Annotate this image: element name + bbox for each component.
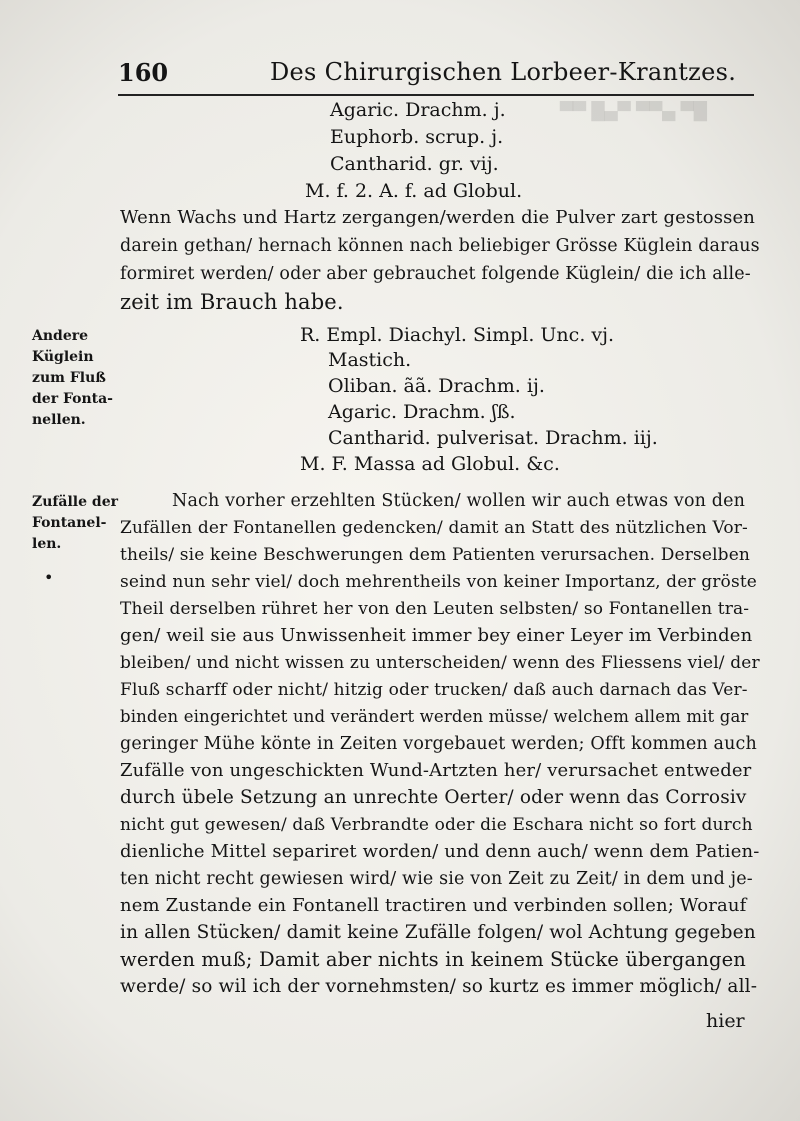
paragraph-2-line-16: nem Zustande ein Fontanell tractiren und verbinden sollen; Worauf xyxy=(120,895,747,916)
paragraph-2-line-9: binden eingerichtet und verändert werden müsse/ welchem allem mit gar xyxy=(120,707,749,726)
paragraph-2-line-7: bleiben/ und nicht wissen zu unterscheiden/ wenn des Fliessens viel/ der xyxy=(120,653,760,673)
margin-note-2-line: Fontanel- xyxy=(32,515,107,531)
recipe-2-line-3: Oliban. ãã. Drachm. ij. xyxy=(328,375,545,397)
paragraph-1-line-4: zeit im Brauch habe. xyxy=(120,290,344,314)
margin-note-2-line: len. xyxy=(32,536,62,552)
paragraph-2-line-19: werde/ so wil ich der vornehmsten/ so kurtz es immer möglich/ all- xyxy=(120,976,758,997)
recipe-2-line-5: Cantharid. pulverisat. Drachm. iij. xyxy=(328,427,658,449)
recipe-2-line-2: Mastich. xyxy=(328,349,412,371)
paragraph-2-line-6: gen/ weil sie aus Unwissenheit immer bey einer Leyer im Verbinden xyxy=(120,625,753,646)
margin-note-2-line: Zufälle der xyxy=(32,494,118,510)
margin-note-1-line: Andere xyxy=(32,328,89,344)
paragraph-2-line-13: nicht gut gewesen/ daß Verbrandte oder die Eschara nicht so fort durch xyxy=(120,815,753,835)
catchword: hier xyxy=(706,1010,745,1032)
page-header xyxy=(118,58,754,94)
paragraph-2-line-12: durch übele Setzung an unrechte Oerter/ oder wenn das Corrosiv xyxy=(120,787,747,808)
paragraph-2-line-11: Zufälle von ungeschickten Wund-Artzten her/ verursachet entweder xyxy=(120,760,752,781)
header-rule xyxy=(118,94,754,96)
recipe-2-line-6: M. F. Massa ad Globul. &c. xyxy=(300,453,560,475)
recipe-1-line-4: M. f. 2. A. f. ad Globul. xyxy=(305,180,523,202)
margin-note-1-line: nellen. xyxy=(32,412,86,428)
paragraph-2-line-4: seind nun sehr viel/ doch mehrentheils von keiner Importanz, der gröste xyxy=(120,572,758,592)
paragraph-2-line-14: dienliche Mittel separiret worden/ und denn auch/ wenn dem Patien- xyxy=(120,841,760,862)
paragraph-1-line-1: Wenn Wachs und Hartz zergangen/werden die Pulver zart gestossen xyxy=(120,207,756,228)
recipe-2-line-1: R. Empl. Diachyl. Simpl. Unc. vj. xyxy=(300,324,615,346)
paragraph-1-line-3: formiret werden/ oder aber gebrauchet folgende Küglein/ die ich alle- xyxy=(120,264,751,284)
paragraph-1-line-2: darein gethan/ hernach können nach beliebiger Grösse Küglein daraus xyxy=(120,236,760,256)
running-title: Des Chirurgischen Lorbeer-Krantzes. xyxy=(270,58,737,86)
paragraph-2-line-2: Zufällen der Fontanellen gedencken/ damit an Statt des nützlichen Vor- xyxy=(120,518,748,538)
paragraph-2-line-18: werden muß; Damit aber nichts in keinem Stücke übergangen xyxy=(120,948,746,971)
paragraph-2-line-15: ten nicht recht gewiesen wird/ wie sie von Zeit zu Zeit/ in dem und je- xyxy=(120,869,753,889)
paragraph-2-line-1: Nach vorher erzehlten Stücken/ wollen wir auch etwas von den xyxy=(172,491,746,511)
margin-mark: • xyxy=(44,568,54,587)
recipe-1-line-1: Agaric. Drachm. j. xyxy=(330,99,506,121)
recipe-1-line-2: Euphorb. scrup. j. xyxy=(330,126,504,148)
margin-note-1-line: zum Fluß xyxy=(32,370,106,386)
paragraph-2-line-10: geringer Mühe könte in Zeiten vorgebauet werden; Offt kommen auch xyxy=(120,734,757,754)
page-number: 160 xyxy=(118,58,169,87)
paragraph-2-line-3: theils/ sie keine Beschwerungen dem Patienten verursachen. Derselben xyxy=(120,545,751,565)
margin-note-1-line: der Fonta- xyxy=(32,391,113,407)
margin-note-1-line: Küglein xyxy=(32,349,94,365)
paragraph-2-line-17: in allen Stücken/ damit keine Zufälle folgen/ wol Achtung gegeben xyxy=(120,922,756,943)
paragraph-2-line-8: Fluß scharff oder nicht/ hitzig oder trucken/ daß auch darnach das Ver- xyxy=(120,680,748,700)
recipe-2-line-4: Agaric. Drachm. ʃß. xyxy=(328,401,516,423)
show-through-texture: █▀ ▄▀▀ ▀▄█ ▀▀ xyxy=(560,102,707,122)
paragraph-2-line-5: Theil derselben rühret her von den Leuten selbsten/ so Fontanellen tra- xyxy=(120,599,750,619)
recipe-1-line-3: Cantharid. gr. vij. xyxy=(330,153,499,175)
